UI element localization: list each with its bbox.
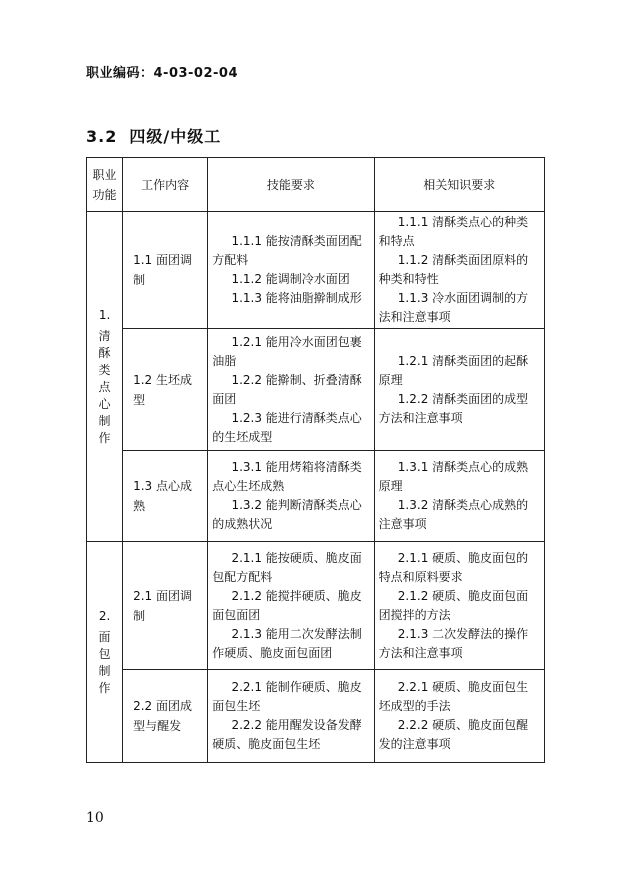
work-content-cell: 2.1 面团调制 bbox=[123, 542, 208, 670]
section-number: 3.2 bbox=[86, 127, 118, 146]
knowledge-item: 2.2.1 硬质、脆皮面包生坯成型的手法 bbox=[378, 680, 529, 713]
knowledge-item: 1.3.1 清酥类点心的成熟原理 bbox=[378, 460, 529, 493]
table-row bbox=[87, 451, 545, 542]
skill-item: 1.3.2 能判断清酥类点心的成熟状况 bbox=[212, 498, 362, 531]
skills-cell bbox=[208, 670, 374, 763]
page-number: 10 bbox=[86, 810, 104, 826]
function-name: 面包制作 bbox=[98, 629, 111, 695]
skill-item: 2.1.1 能按硬质、脆皮面包配方配料 bbox=[212, 550, 362, 584]
knowledge-item: 1.1.1 清酥类点心的种类和特点 bbox=[378, 215, 529, 248]
skills-cell bbox=[208, 451, 374, 542]
skill-item: 1.1.3 能将油脂擀制成形 bbox=[231, 291, 362, 305]
function-number: 2. bbox=[98, 608, 111, 623]
work-content-cell: 1.1 面团调制 bbox=[123, 212, 208, 329]
skill-item: 2.2.2 能用醒发设备发酵硬质、脆皮面包生坯 bbox=[212, 718, 362, 751]
skill-item: 1.2.1 能用冷水面团包裹油脂 bbox=[212, 334, 362, 368]
knowledge-cell bbox=[374, 451, 544, 542]
header-function: 职业 功能 bbox=[87, 158, 123, 212]
skill-item: 1.2.2 能擀制、折叠清酥面团 bbox=[212, 372, 362, 406]
section-heading bbox=[86, 124, 221, 147]
skills-cell bbox=[208, 329, 374, 451]
function-name: 清酥类点心制作 bbox=[98, 328, 111, 445]
skill-item: 2.2.1 能制作硬质、脆皮面包生坯 bbox=[212, 680, 362, 713]
knowledge-item: 1.1.3 冷水面团调制的方法和注意事项 bbox=[378, 291, 529, 324]
work-content-cell: 2.2 面团成型与醒发 bbox=[123, 670, 208, 763]
table-row bbox=[87, 329, 545, 451]
knowledge-cell bbox=[374, 542, 544, 670]
header-knowledge: 相关知识要求 bbox=[374, 158, 544, 212]
table-row bbox=[87, 670, 545, 763]
knowledge-cell bbox=[374, 329, 544, 451]
knowledge-cell bbox=[374, 670, 544, 763]
knowledge-cell bbox=[374, 212, 544, 329]
knowledge-item: 1.2.2 清酥类面团的成型方法和注意事项 bbox=[378, 391, 529, 425]
skill-item: 1.1.2 能调制冷水面团 bbox=[231, 272, 350, 286]
knowledge-item: 1.1.2 清酥类面团原料的种类和特性 bbox=[378, 253, 529, 286]
function-cell bbox=[87, 212, 123, 542]
table-header-row bbox=[87, 158, 545, 212]
work-content-cell: 1.2 生坯成型 bbox=[123, 329, 208, 451]
knowledge-item: 2.2.2 硬质、脆皮面包醒发的注意事项 bbox=[378, 718, 529, 751]
table-row bbox=[87, 212, 545, 329]
knowledge-item: 2.1.3 二次发酵法的操作方法和注意事项 bbox=[378, 626, 529, 660]
skill-item: 2.1.2 能搅拌硬质、脆皮面包面团 bbox=[212, 588, 362, 622]
skill-item: 1.3.1 能用烤箱将清酥类点心生坯成熟 bbox=[212, 460, 362, 493]
skill-item: 2.1.3 能用二次发酵法制作硬质、脆皮面包面团 bbox=[212, 626, 362, 660]
skill-item: 1.2.3 能进行清酥类点心的生坯成型 bbox=[212, 410, 362, 444]
table-row bbox=[87, 542, 545, 670]
section-title: 四级/中级工 bbox=[129, 127, 222, 146]
knowledge-item: 1.3.2 清酥类点心成熟的注意事项 bbox=[378, 498, 529, 531]
header-content: 工作内容 bbox=[123, 158, 208, 212]
skills-cell bbox=[208, 542, 374, 670]
knowledge-item: 2.1.2 硬质、脆皮面包面团搅拌的方法 bbox=[378, 588, 529, 622]
skill-requirements-table bbox=[86, 157, 545, 763]
occupation-code: 职业编码：4-03-02-04 bbox=[86, 66, 239, 81]
skill-item: 1.1.1 能按清酥类面团配方配料 bbox=[212, 234, 362, 267]
header-skills: 技能要求 bbox=[208, 158, 374, 212]
work-content-cell: 1.3 点心成熟 bbox=[123, 451, 208, 542]
knowledge-item: 1.2.1 清酥类面团的起酥原理 bbox=[378, 353, 529, 387]
knowledge-item: 2.1.1 硬质、脆皮面包的特点和原料要求 bbox=[378, 550, 529, 584]
function-cell bbox=[87, 542, 123, 763]
function-number: 1. bbox=[98, 307, 111, 322]
skills-cell bbox=[208, 212, 374, 329]
